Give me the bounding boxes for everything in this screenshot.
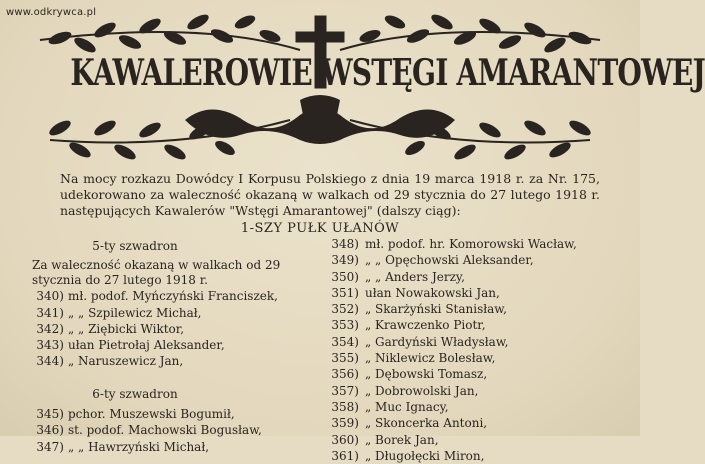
entry-number: 343) xyxy=(36,338,64,353)
list-item xyxy=(325,236,625,252)
entry-text: „ Muc Ignacy, xyxy=(365,399,449,414)
list-item xyxy=(325,350,625,366)
entry-number: 342) xyxy=(36,321,64,336)
list-item xyxy=(325,301,625,317)
list-item xyxy=(325,269,625,285)
list-item xyxy=(325,252,625,268)
squadron-heading-6: 6-ty szwadron xyxy=(92,386,178,401)
list-item xyxy=(30,305,290,321)
entry-text: „ Skoncerka Antoni, xyxy=(365,416,488,431)
list-item xyxy=(30,321,290,337)
entry-number: 351) xyxy=(331,285,359,300)
entry-number: 355) xyxy=(331,351,359,366)
list-item xyxy=(325,415,625,431)
left-column xyxy=(30,236,290,455)
list-item xyxy=(30,337,290,353)
entry-number: 348) xyxy=(331,237,359,251)
entry-text: „ „ Opęchowski Aleksander, xyxy=(365,253,534,268)
intro-paragraph xyxy=(60,171,600,219)
entry-text: „ Skarżyński Stanisław, xyxy=(365,302,507,317)
list-item xyxy=(325,334,625,350)
list-item xyxy=(30,353,290,369)
cross-horizontal xyxy=(296,32,344,42)
squadron-heading-5: 5-ty szwadron xyxy=(92,239,178,253)
intro-text: Na mocy rozkazu Dowódcy I Korpusu Polskiego z dnia 19 marca 1918 r. za Nr. 175, udekorowano za waleczność okazaną w walkach od 29 stycznia do 27 lutego 1918 r. następujących Kawalerów "Wstęgi Amarantowej" (dalszy ciąg): xyxy=(60,171,600,218)
entry-number: 361) xyxy=(331,448,359,463)
entry-text: mł. podof. hr. Komorowski Wacław, xyxy=(365,237,577,251)
entry-text: „ „ Anders Jerzy, xyxy=(365,269,465,284)
entry-text: ułan Pietrołaj Aleksander, xyxy=(68,338,225,353)
entry-text: „ Naruszewicz Jan, xyxy=(68,354,184,369)
list-item xyxy=(30,288,290,304)
list-item xyxy=(325,317,625,333)
entry-number: 346) xyxy=(36,423,64,438)
list-item xyxy=(325,448,625,464)
spacer xyxy=(30,370,290,384)
entry-text: „ Gardyński Władysław, xyxy=(365,334,509,349)
list-item xyxy=(325,366,625,382)
entry-number: 345) xyxy=(36,407,64,422)
entry-text: „ Długołęcki Miron, xyxy=(365,448,485,463)
entry-number: 353) xyxy=(331,318,359,333)
entry-text: „ „ Szpilewicz Michał, xyxy=(68,305,202,320)
page-title: KAWALEROWIE WSTĘGI AMARANTOWEJ xyxy=(70,52,705,94)
entry-text: „ „ Ziębicki Wiktor, xyxy=(68,321,185,336)
entry-text: „ Borek Jan, xyxy=(365,432,439,447)
entry-text: „ Krawczenko Piotr, xyxy=(365,318,486,333)
entry-number: 350) xyxy=(331,269,359,284)
list-item xyxy=(325,399,625,415)
squadron-note: Za waleczność okazaną w walkach od 29 stycznia do 27 lutego 1918 r. xyxy=(32,258,281,288)
watermark-text: www.odkrywca.pl xyxy=(6,7,97,18)
entry-number: 356) xyxy=(331,367,359,382)
entry-number: 347) xyxy=(36,439,64,454)
entry-number: 341) xyxy=(36,305,64,320)
entry-number: 344) xyxy=(36,354,64,369)
entry-number: 352) xyxy=(331,302,359,317)
entry-number: 349) xyxy=(331,253,359,268)
entry-text: st. podof. Machowski Bogusław, xyxy=(68,423,262,438)
regiment-heading: 1-SZY PUŁK UŁANÓW xyxy=(240,221,400,236)
list-item xyxy=(30,439,290,455)
list-item xyxy=(30,422,290,438)
list-item xyxy=(30,406,290,422)
entry-number: 354) xyxy=(331,334,359,349)
entry-list-6 xyxy=(30,406,290,455)
entry-number: 357) xyxy=(331,383,359,398)
entry-text: „ Dobrowolski Jan, xyxy=(365,383,479,398)
entry-list-5 xyxy=(30,288,290,369)
entry-number: 340) xyxy=(36,289,64,304)
entry-text: mł. podof. Myńczyński Franciszek, xyxy=(68,289,278,304)
entry-text: „ Niklewicz Bolesław, xyxy=(365,351,496,366)
entry-text: „ Dębowski Tomasz, xyxy=(365,367,488,382)
entry-number: 360) xyxy=(331,432,359,447)
entry-number: 358) xyxy=(331,399,359,414)
entry-number: 359) xyxy=(331,416,359,431)
list-item xyxy=(325,432,625,448)
right-column xyxy=(325,236,625,464)
list-item xyxy=(325,383,625,399)
list-item xyxy=(325,285,625,301)
entry-text: ułan Nowakowski Jan, xyxy=(365,285,500,300)
entry-text: „ „ Hawrzyński Michał, xyxy=(68,439,210,454)
entry-text: pchor. Muszewski Bogumił, xyxy=(68,407,235,422)
